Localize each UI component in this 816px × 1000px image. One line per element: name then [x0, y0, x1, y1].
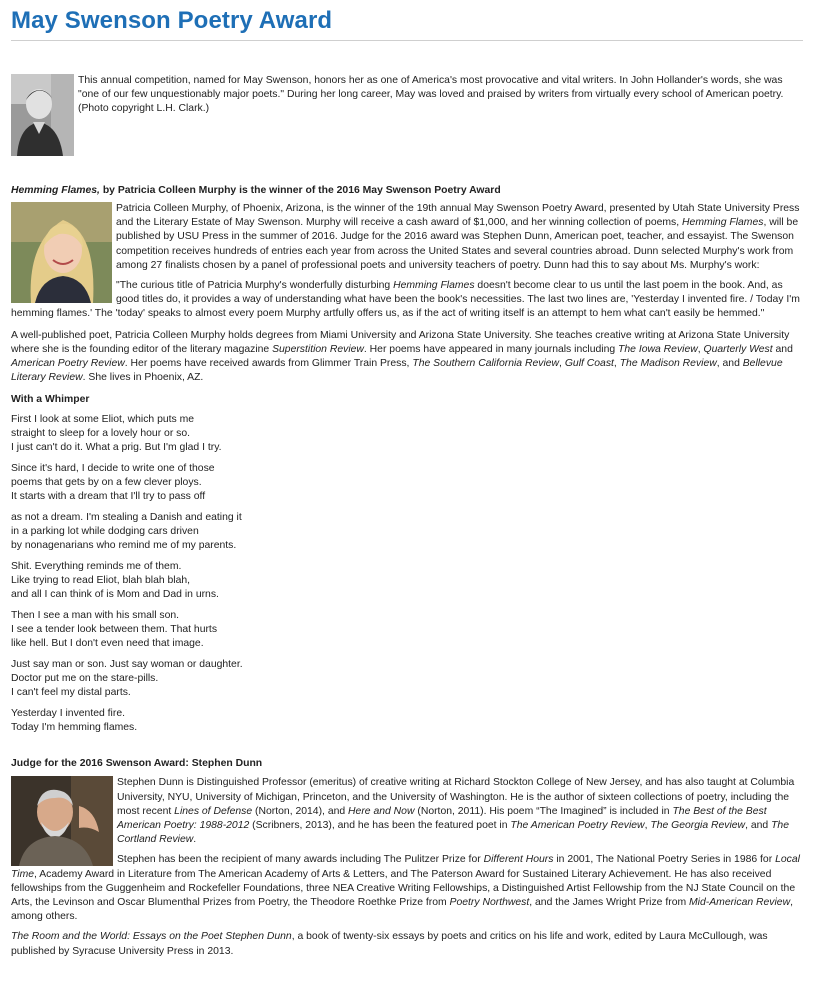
dunn-p2-text: Stephen has been the recipient of many awards including The Pulitzer Prize for: [117, 854, 484, 866]
dunn-p2-text: , and the James Wright Prize from: [529, 897, 690, 909]
bio-journal: Quarterly West: [703, 343, 773, 355]
bio-text: and: [772, 343, 793, 355]
intro-text: This annual competition, named for May Swenson, honors her as one of America's most provocative and vital writers. In John Hollander's words, she was "one of our few unquestionably major poets." During her long career, May was loved and praised by writers from virtually every school of American poetry. (Photo copyright L.H. Clark.): [78, 75, 784, 115]
dunn-p2-text: in 2001, The National Poetry Series in 1986 for: [553, 854, 776, 866]
dunn-p1-text: (Scribners, 2013), and he has been the featured poet in: [249, 820, 511, 832]
bio-journal: The Madison Review: [619, 358, 717, 370]
bio-journal: Gulf Coast: [564, 358, 614, 370]
dunn-p1-text: (Norton, 2014), and: [252, 805, 349, 817]
winner-p1-text-a: Patricia Colleen Murphy, of Phoenix, Arizona, is the winner of the 19th annual May Swenson Poetry Award, presented by Utah State University Press and the Literary Estate of May Swenson. Murphy will receive a cash award of $1,000, and her winning collection of poems,: [116, 203, 800, 229]
winner-section: [11, 184, 803, 385]
poem-line: I just can't do it. What a prig. But I'm glad I try.: [11, 442, 222, 454]
poem-line: Shit. Everything reminds me of them.: [11, 561, 182, 573]
poem-stanza: [11, 462, 803, 504]
dunn-paragraph-3: [11, 930, 803, 958]
dunn-p1-text: , and: [745, 820, 772, 832]
poem-line: Just say man or son. Just say woman or daughter.: [11, 659, 243, 671]
winner-p1-book-title: Hemming Flames: [682, 217, 764, 229]
poem-stanza: [11, 413, 803, 455]
quote-text-a: "The curious title of Patricia Murphy's wonderfully disturbing: [116, 280, 394, 292]
poem-section: [11, 393, 803, 735]
poem-line: poems that gets by on a few clever ploys.: [11, 477, 202, 489]
winner-heading-rest: by Patricia Colleen Murphy is the winner of the 2016 May Swenson Poetry Award: [99, 185, 501, 196]
winner-p1-text-b: , will be published by USU Press in the summer of 2016. Judge for the 2016 award was Stephen Dunn, American poet, teacher, and essayist. The Swenson competition receives hundreds of entries each year from across the United States and several countries abroad. Dunn selected Murphy's work from among 27 finalists chosen by a panel of professional poets and university teachers of poetry. Dunn had this to say about Ms. Murphy's work:: [116, 217, 799, 271]
poem-line: by nonagenarians who remind me of my parents.: [11, 540, 237, 552]
poem-line: It starts with a dream that I'll try to pass off: [11, 491, 206, 503]
poem-line: Then I see a man with his small son.: [11, 610, 180, 622]
poem-line: I see a tender look between them. That hurts: [11, 624, 218, 636]
quote-text-b: doesn't become clear to us until the last poem in the book. And, as good titles do, it provides a way of understanding what have been the book's necessities. The last two lines are, 'Yesterday I invented fire. / Today I'm hemming flames.' The 'today' speaks to almost every poem Murphy artfully offers us, as if the act of writing itself is an attempt to hem what can't easily be hemmed.": [11, 280, 800, 320]
title-divider: [11, 40, 803, 41]
poem-stanza: [11, 707, 803, 735]
bio-text: ,: [613, 358, 620, 370]
dunn-book-title: Lines of Defense: [174, 805, 253, 817]
poem-line: in a parking lot while dodging cars driven: [11, 526, 199, 538]
judge-heading: Judge for the 2016 Swenson Award: Stephen Dunn: [11, 758, 263, 770]
poem-body: [11, 413, 803, 735]
murphy-bio: [11, 329, 803, 386]
poem-title: With a Whimper: [11, 394, 90, 406]
poem-stanza: [11, 511, 803, 553]
poem-stanza: [11, 609, 803, 651]
dunn-paragraph-2: [11, 853, 803, 924]
bio-journal: The Southern California Review: [412, 358, 560, 370]
bio-journal: Bellevue Literary Review: [11, 358, 783, 384]
dunn-journal: Mid-American Review: [689, 897, 791, 909]
poem-line: Since it's hard, I decide to write one of those: [11, 463, 215, 475]
stephen-dunn-photo: [11, 776, 113, 866]
bio-journal: American Poetry Review: [11, 358, 125, 370]
poem-line: as not a dream. I'm stealing a Danish and eating it: [11, 512, 242, 524]
poem-stanza: [11, 658, 803, 700]
poem-line: I can't feel my distal parts.: [11, 687, 131, 699]
bio-text: . Her poems have appeared in many journals including: [363, 343, 619, 355]
quote-book-title: Hemming Flames: [393, 280, 475, 292]
page-title: May Swenson Poetry Award: [11, 7, 333, 34]
bio-text: ,: [559, 358, 565, 370]
bio-text: . Her poems have received awards from Glimmer Train Press,: [124, 358, 413, 370]
dunn-p2-text: , among others.: [11, 897, 793, 923]
bio-journal: The Iowa Review: [618, 343, 698, 355]
judge-section: [11, 757, 803, 958]
winner-paragraph-1: [11, 202, 803, 273]
bio-text: . She lives in Phoenix, AZ.: [82, 372, 204, 384]
page-content: [11, 0, 803, 959]
dunn-book-title: Local Time: [11, 854, 800, 880]
may-swenson-photo: [11, 74, 74, 156]
poem-stanza: [11, 560, 803, 602]
dunn-p2-text: , Academy Award in Literature from The American Academy of Arts & Letters, and The Paterson Award for Sustained Literary Achievement. He has also received fellowships from the Guggenheim and Rockefeller Foundations, three NEA Creative Writing Fellowships, a Distinguished Artist Fellowship from the NJ State Council on the Arts, the Levinson and Oscar Blumenthal Prizes from Poetry, the Theodore Roethke Prize from: [11, 868, 796, 909]
patricia-murphy-photo: [11, 202, 112, 303]
dunn-book-title: Here and Now: [348, 805, 415, 817]
dunn-essays-title: The Room and the World: Essays on the Poet Stephen Dunn: [11, 931, 292, 943]
poem-line: and all I can think of is Mom and Dad in urns.: [11, 589, 219, 601]
bio-text: A well-published poet, Patricia Colleen Murphy holds degrees from Miami University and Arizona State University. She teaches creative writing at Arizona State University where she is the founding editor of the literary magazine: [11, 329, 790, 355]
dunn-p1-text: Stephen Dunn is Distinguished Professor (emeritus) of creative writing at Richard Stockton College of New Jersey, and has also taught at Columbia University, NYU, University of Michigan, Princeton, and the University of Washington. He is the author of sixteen collections of poetry, including the most recent: [117, 777, 795, 817]
intro-section: [11, 74, 803, 156]
dunn-p1-text: ,: [644, 820, 651, 832]
dunn-journal: The American Poetry Review: [510, 820, 645, 832]
dunn-book-title: The Best of the Best American Poetry: 1988-2012: [117, 805, 767, 832]
poem-line: straight to sleep for a lovely hour or so.: [11, 428, 191, 440]
poem-line: Doctor put me on the stare-pills.: [11, 673, 159, 685]
poem-line: First I look at some Eliot, which puts me: [11, 414, 195, 426]
bio-text: , and: [716, 358, 743, 370]
dunn-p3-text: , a book of twenty-six essays by poets and critics on his life and work, edited by Laura McCullough, was published by Syracuse University Press in 2013.: [11, 931, 768, 957]
winner-heading-book: Hemming Flames,: [11, 185, 100, 196]
dunn-journal: The Cortland Review: [117, 820, 789, 846]
dunn-book-title: Different Hours: [483, 854, 554, 866]
winner-heading: [11, 184, 803, 198]
dunn-paragraph-1: [11, 776, 803, 847]
poem-line: Today I'm hemming flames.: [11, 722, 138, 734]
bio-text: ,: [697, 343, 704, 355]
dunn-quote: [11, 279, 803, 322]
poem-line: Yesterday I invented fire.: [11, 708, 125, 720]
bio-magazine: Superstition Review: [272, 343, 364, 355]
poem-line: Like trying to read Eliot, blah blah blah,: [11, 575, 191, 587]
dunn-journal: Poetry Northwest: [449, 897, 530, 909]
dunn-journal: The Georgia Review: [650, 820, 746, 832]
dunn-p1-text: (Norton, 2011). His poem “The Imagined” is included in: [414, 805, 673, 817]
poem-line: like hell. But I don't even need that image.: [11, 638, 204, 650]
dunn-p1-text: .: [193, 834, 197, 846]
